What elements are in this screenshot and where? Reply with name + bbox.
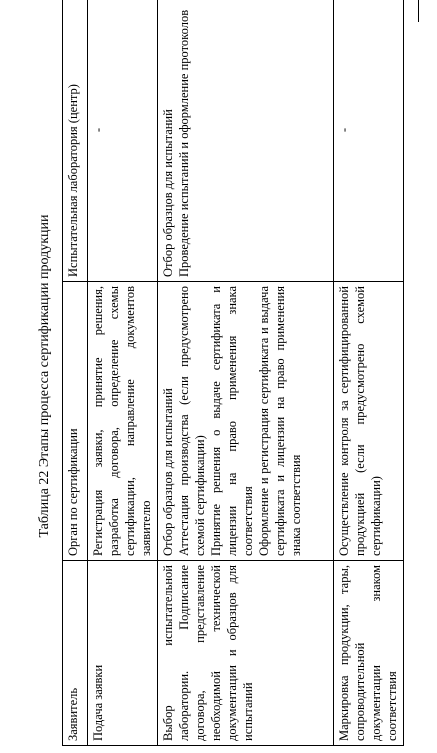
cell-testing-lab <box>88 0 158 282</box>
table-row <box>158 0 334 746</box>
cell-paragraph: Отбор образцов для испытаний <box>161 388 175 556</box>
table-header-row <box>63 0 88 746</box>
header-testing-lab: Испытательная лаборатория (центр) <box>63 0 88 282</box>
cell-paragraph: Принятие решения о выдаче сертификата и лицензии на право применения знака соответствия <box>209 286 255 556</box>
cell-paragraph: Оформление и регистрация сертификата и выдача сертификата и лицензии на право применения знака соответствия <box>257 286 303 556</box>
cell-testing-lab <box>334 0 404 282</box>
cell-applicant: Маркировка продукции, тары, сопроводительной документации знаком соответствия <box>334 561 404 746</box>
header-applicant: Заявитель <box>63 561 88 746</box>
cell-paragraph: Проведение испытаний и оформление протоколов <box>177 9 191 277</box>
cell-certification-body <box>334 282 404 561</box>
cell-testing-lab <box>158 0 334 282</box>
cell-paragraph: - <box>337 127 351 133</box>
table-row <box>88 0 158 746</box>
certification-stages-table <box>62 0 404 746</box>
cell-paragraph: Аттестация производства (если предусмотрено схемой сертификации) <box>177 286 207 556</box>
header-certification-body: Орган по сертификации <box>63 282 88 561</box>
table-caption: Таблица 22 Этапы процесса сертификации продукции <box>37 214 52 538</box>
rotated-table-block <box>30 6 430 746</box>
cell-paragraph: Отбор образцов для испытаний <box>161 109 175 277</box>
cell-paragraph: - <box>91 127 105 133</box>
cell-certification-body <box>158 282 334 561</box>
cell-applicant: Подача заявки <box>88 561 158 746</box>
table-row <box>334 0 404 746</box>
cell-certification-body <box>88 282 158 561</box>
cell-paragraph: Регистрация заявки, принятие решения, разработка договора, определение схемы сертификации, направление документов заявителю <box>91 286 153 556</box>
cell-paragraph: Осуществление контроля за сертифицированной продукцией (если предусмотрено схемой сертификации) <box>337 286 383 556</box>
cell-applicant: Выбор испытательной лаборатории. Подписание договора, представление необходимой технической документации и образцов для испытаний <box>158 561 334 746</box>
